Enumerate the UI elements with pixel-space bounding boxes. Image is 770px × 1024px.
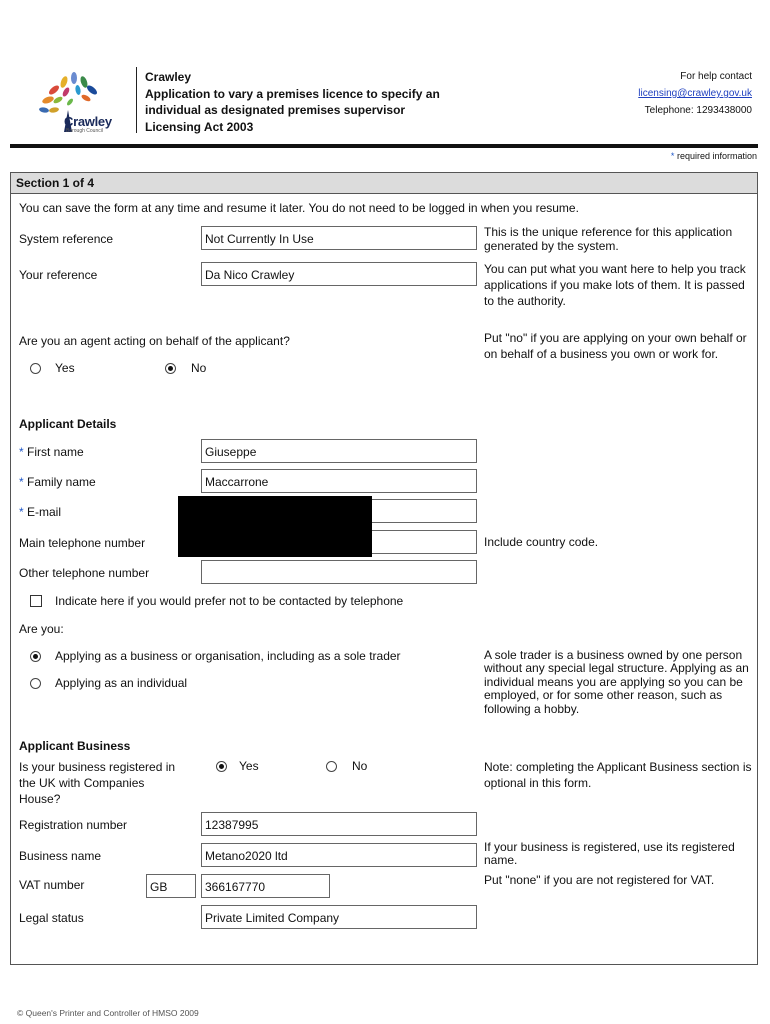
registered-yes-label: Yes	[239, 759, 259, 773]
section-intro: You can save the form at any time and resume it later. You do not need to be logged in when you resume.	[19, 201, 579, 215]
family-name-label	[19, 475, 96, 489]
legal-status-label: Legal status	[19, 911, 84, 925]
registered-question-line1: Is your business registered in	[19, 760, 176, 774]
required-star: *	[19, 505, 24, 519]
form-title-line1: Application to vary a premises licence to specify an	[145, 87, 440, 101]
registered-question-line2: the UK with Companies	[19, 776, 145, 790]
family-name-field[interactable]: Maccarrone	[201, 469, 477, 493]
registration-label: Registration number	[19, 818, 128, 832]
main-phone-label: Main telephone number	[19, 536, 146, 550]
section-header: Section 1 of 4	[10, 172, 758, 194]
are-you-label: Are you:	[19, 622, 64, 636]
registered-question-line3: House?	[19, 792, 61, 806]
family-name-label-text: Family name	[27, 475, 96, 489]
org-name: Crawley	[145, 70, 192, 84]
your-reference-field[interactable]: Da Nico Crawley	[201, 262, 477, 286]
vat-help: Put "none" if you are not registered for VAT.	[484, 873, 715, 887]
legal-status-field[interactable]: Private Limited Company	[201, 905, 477, 929]
business-name-help: If your business is registered, use its registered name.	[484, 840, 735, 867]
registered-yes-radio[interactable]	[216, 761, 227, 772]
help-label: For help contact	[680, 71, 752, 82]
registered-no-radio[interactable]	[326, 761, 337, 772]
individual-option-label: Applying as an individual	[55, 676, 188, 690]
agent-help: Put "no" if you are applying on your own behalf or on behalf of a business you own or work for.	[484, 331, 747, 361]
vat-prefix-field[interactable]: GB	[146, 874, 196, 898]
required-star: *	[19, 475, 24, 489]
agent-yes-label: Yes	[55, 361, 75, 375]
business-name-field[interactable]: Metano2020 ltd	[201, 843, 477, 867]
main-phone-help: Include country code.	[484, 535, 599, 549]
form-title-line2: individual as designated premises supervisor	[145, 103, 406, 117]
business-name-label: Business name	[19, 849, 102, 863]
system-reference-field[interactable]: Not Currently In Use	[201, 226, 477, 250]
applicant-business-heading: Applicant Business	[19, 739, 131, 753]
applicant-details-heading: Applicant Details	[19, 417, 117, 431]
are-you-help: A sole trader is a business owned by one person without any special legal structure. Applying as an individual means you are applying so you can be employed, or for some other reason, such as following a hobby.	[484, 648, 749, 716]
no-phone-contact-checkbox[interactable]	[30, 595, 42, 607]
other-phone-field[interactable]	[201, 560, 477, 584]
help-email-link[interactable]: licensing@crawley.gov.uk	[638, 88, 752, 99]
system-reference-help: This is the unique reference for this application generated by the system.	[484, 225, 733, 253]
system-reference-label: System reference	[19, 232, 114, 246]
business-option-label: Applying as a business or organisation, including as a sole trader	[55, 649, 401, 663]
act-name: Licensing Act 2003	[145, 120, 254, 134]
logo-text: Crawley	[64, 114, 112, 129]
other-phone-label: Other telephone number	[19, 566, 150, 580]
your-reference-label: Your reference	[19, 268, 98, 282]
registered-question	[19, 759, 199, 807]
required-note-text: required information	[676, 151, 757, 161]
required-star: *	[19, 445, 24, 459]
individual-radio[interactable]	[30, 678, 41, 689]
email-label-text: E-mail	[27, 505, 62, 519]
registered-no-label: No	[352, 759, 368, 773]
vat-label: VAT number	[19, 878, 85, 892]
help-phone: Telephone: 1293438000	[644, 105, 752, 116]
first-name-label-text: First name	[27, 445, 84, 459]
redaction-block	[178, 496, 372, 557]
header-rule	[10, 144, 758, 148]
registration-field[interactable]: 12387995	[201, 812, 477, 836]
vat-number-field[interactable]: 366167770	[201, 874, 330, 898]
required-star: *	[670, 151, 675, 161]
email-label	[19, 505, 61, 519]
required-note	[671, 151, 757, 161]
agent-yes-radio[interactable]	[30, 363, 41, 374]
agent-no-label: No	[191, 361, 207, 375]
business-note: Note: completing the Applicant Business section is optional in this form.	[484, 760, 752, 790]
no-phone-contact-label: Indicate here if you would prefer not to be contacted by telephone	[55, 594, 404, 608]
footer-copyright: © Queen's Printer and Controller of HMSO 2009	[17, 1008, 199, 1018]
first-name-label	[19, 445, 84, 459]
agent-no-radio[interactable]	[165, 363, 176, 374]
business-radio[interactable]	[30, 651, 41, 662]
your-reference-help: You can put what you want here to help you track applications if you make lots of them. It is passed to the authority.	[484, 262, 746, 308]
agent-question: Are you an agent acting on behalf of the applicant?	[19, 334, 290, 348]
logo-subtext: Borough Council	[66, 128, 103, 134]
first-name-field[interactable]: Giuseppe	[201, 439, 477, 463]
